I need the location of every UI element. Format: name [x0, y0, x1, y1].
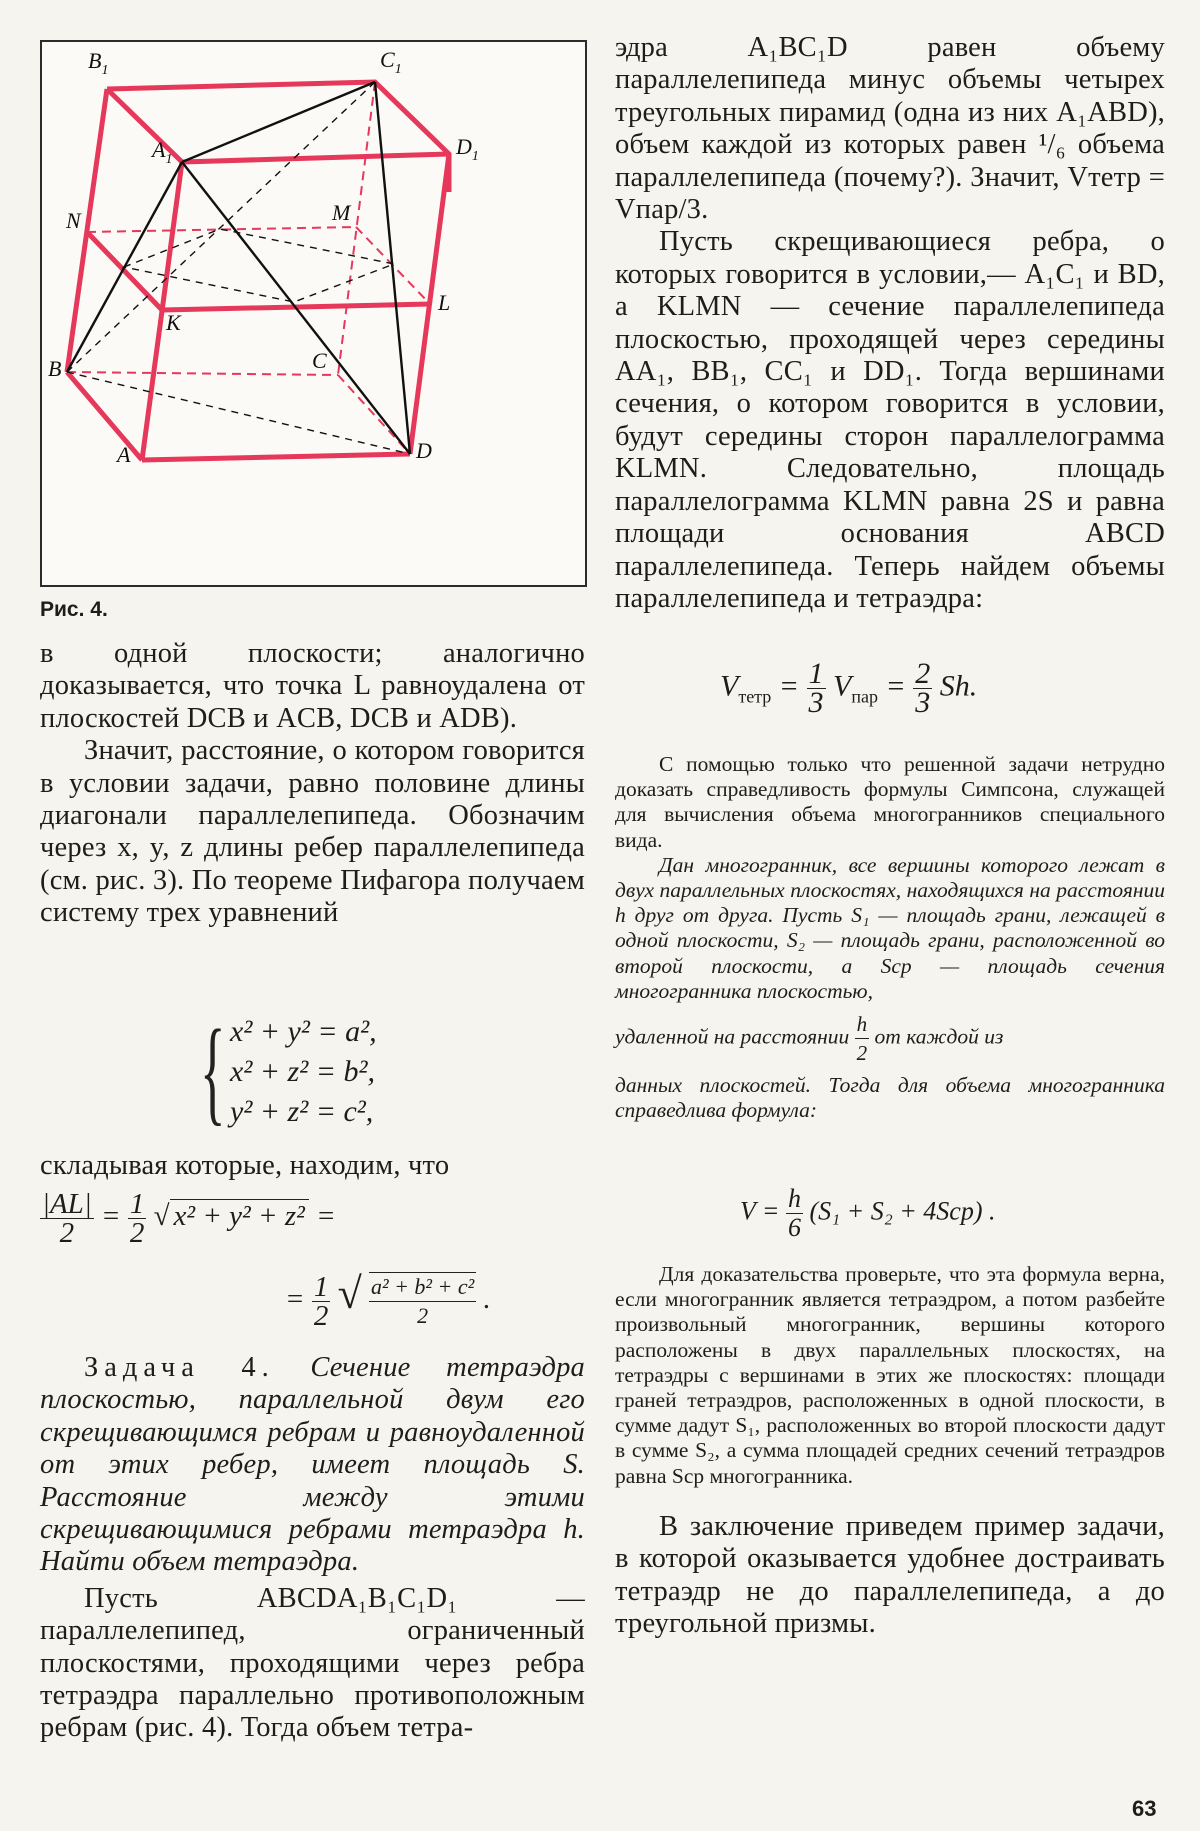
simpson-distance: удаленной на расстоянии $\frac{h}{2}$ от каждой из	[615, 1012, 1004, 1066]
simpson-proof-hint: Для доказательства проверьте, что эта формула верна, если многогранник является тетраэдром, а потом разбейте произвольный многогранник, вершины которого расположены в двух параллельных плоскостях, на тетраэдры с вершинами в этих же плоскостях: площади граней тетраэдров, расположенных в одной плоскости, в сумме дадут S₁, расположенных во второй плоскости дадут в сумме S₂, а сумма площадей средних сечений тетраэдров равна Sср многогранника.	[615, 1262, 1165, 1488]
right-paragraph-2: Пусть скрещивающиеся ребра, о которых говорится в условии,— A₁C₁ и BD, а KLMN — сечение параллелепипеда плоскостью, проходящей через середины AA₁, BB₁, CC₁ и DD₁. Тогда вершинами сечения, о котором говорится в условии, будут середины сторон параллелограмма KLMN. Следовательно, площадь параллелограмма KLMN равна 2S и равна площади основания ABCD параллелепипеда. Теперь найдем объемы параллелепипеда и тетраэдра:	[615, 226, 1165, 614]
left-paragraph-1: в одной плоскости; аналогично доказывается, что точка L равноудалена от плоскостей DCB и ACB, DCB и ADB).	[40, 638, 585, 734]
frac-two-thirds: $\frac{2}{3}$	[915, 657, 931, 719]
label-n: N	[66, 208, 81, 233]
task-text: Сечение тетраэдра плоскостью, параллельной двум его скрещивающимся ребрам и равноудаленной от этих ребер, имеет площадь S. Расстояние между этими скрещивающимися ребрами тетраэдра h. Найти объем тетраэдра.	[40, 1352, 586, 1578]
task-label: Задача 4.	[84, 1352, 275, 1383]
label-d: D	[416, 438, 432, 463]
left-paragraph-3: складывая которые, находим, что	[40, 1150, 450, 1181]
equation-3: y² + z² = c²,	[230, 1095, 374, 1128]
label-k: K	[166, 310, 181, 335]
system-brace: {	[200, 1005, 226, 1136]
edge-c-d	[338, 375, 410, 454]
left-column-bottom	[40, 1352, 585, 1745]
simpson-statement: Дан многогранник, все вершины которого лежат в двух параллельных плоскостях, находящихся на расстоянии h друг от друга. Пусть S₁ — площадь грани, лежащей в одной плоскости, S₂ — площадь грани, расположенной во второй плоскости, а Sср — площадь сечения многогранника плоскостью,	[615, 852, 1165, 1003]
frac-half-2: $\frac{1}{2}$	[313, 1270, 329, 1332]
label-m: M	[332, 200, 351, 225]
edge-a-d	[142, 454, 410, 460]
right-paragraph-3: В заключение приведем пример задачи, в которой оказывается удобнее достраивать тетраэдр не до параллелепипеда, а до треугольной призмы.	[615, 1510, 1165, 1640]
left-paragraph-2: Значит, расстояние, о котором говорится в условии задачи, равно половине длины диагонали параллелепипеда. Обозначим через x, y, z длины ребер параллелепипеда (см. рис. 3). По теореме Пифагора получаем систему трех уравнений	[40, 735, 585, 929]
label-l: L	[438, 290, 451, 315]
edge-a1-d1	[182, 154, 449, 162]
formula-abc: = $\frac{1}{2}$ √ $\frac{\text{a² + b² + c²}}{2}$ .	[285, 1269, 491, 1332]
edge-a1-c1	[182, 82, 375, 162]
simpson-intro: С помощью только что решенной задачи нетрудно доказать справедливость формулы Симпсона, служащей для вычисления объема многогранников специального вида.	[615, 752, 1165, 852]
page-number: 63	[1132, 1796, 1157, 1821]
frac-half-1: $\frac{1}{2}$	[129, 1188, 145, 1249]
edge-n-k	[87, 232, 162, 310]
label-a: A	[117, 442, 131, 467]
edge-b-a	[67, 372, 142, 460]
figure-4	[40, 40, 587, 587]
right-column-small	[615, 752, 1165, 1123]
frac-abc: $\frac{\text{a² + b² + c²}}{2}$	[370, 1274, 475, 1329]
frac-h-half: $\frac{h}{2}$	[856, 1012, 868, 1066]
frac-h-six: $\frac{h}{6}$	[787, 1184, 801, 1242]
left-paragraph-4: Пусть ABCDA₁B₁C₁D₁ — параллелепипед, ограниченный плоскостями, проходящими через ребра тетраэдра параллельно противоположным ребрам (рис. 4). Тогда объем тетра-	[40, 1582, 585, 1744]
simpson-conclusion: данных плоскостей. Тогда для объема многогранника справедлива формула:	[615, 1073, 1165, 1123]
equation-1: x² + y² = a²,	[230, 1015, 377, 1048]
label-a1: $A_1$	[152, 137, 173, 167]
formula-al: $\frac{|AL|}{2}$ = $\frac{1}{2}$ √ x² + y² + z² =	[42, 1188, 336, 1249]
figure-caption: Рис. 4.	[40, 598, 108, 621]
frac-one-third: $\frac{1}{3}$	[808, 657, 824, 719]
radicand-xyz: x² + y² + z²	[170, 1199, 309, 1233]
formula-volume: $V_{тетр}$ = $\frac{1}{3}$ $V_{пар}$ = $\frac{2}{3}$ Sh.	[720, 657, 978, 719]
label-c1: $C_1$	[380, 47, 402, 77]
right-column-top	[615, 32, 1165, 615]
edge-c1-d	[375, 82, 410, 454]
left-column-top	[40, 638, 585, 930]
label-b: B	[48, 356, 62, 381]
label-b1: $B_1$	[88, 48, 109, 78]
label-d1: $D_1$	[456, 134, 479, 164]
frac-al: $\frac{|AL|}{2}$	[42, 1188, 92, 1249]
right-paragraph-1: эдра A₁BC₁D равен объему параллелепипеда минус объемы четырех треугольных пирамид (одна из них A₁ABD), объем каждой из которых равен ¹/₆ объема параллелепипеда (почему?). Значит, Vтетр = Vпар/3.	[615, 32, 1165, 226]
equation-2: x² + z² = b²,	[230, 1055, 375, 1088]
formula-simpson: V = $\frac{h}{6}$ (S₁ + S₂ + 4Sср) .	[740, 1184, 996, 1242]
edge-b-c	[67, 372, 338, 375]
parallelepiped-diagram	[42, 42, 585, 585]
right-column-bottom	[615, 1262, 1165, 1640]
label-c: C	[312, 348, 327, 373]
task-4	[40, 1352, 585, 1579]
